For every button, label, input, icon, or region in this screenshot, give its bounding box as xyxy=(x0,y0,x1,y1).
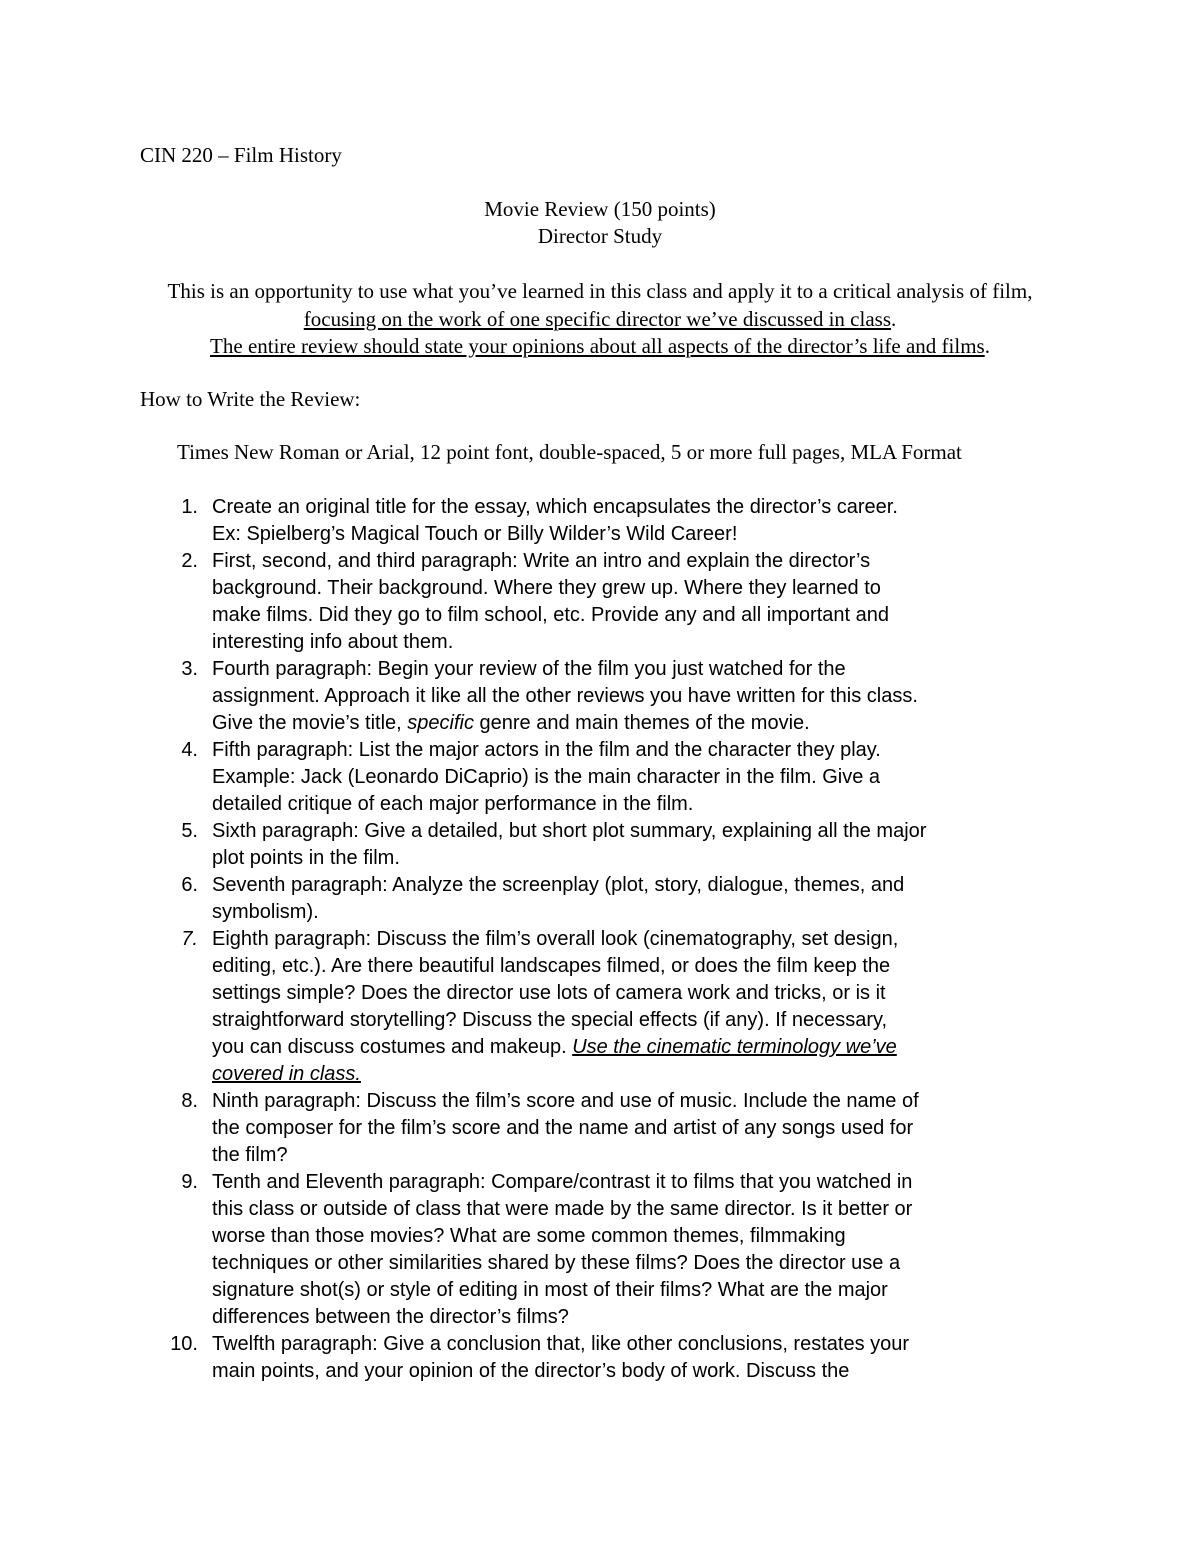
intro-text: This is an opportunity to use what you’ve learned in this class and apply it to a critical analysis of film, xyxy=(167,279,1033,303)
list-item-line: Sixth paragraph: Give a detailed, but short plot summary, explaining all the major xyxy=(212,820,927,842)
list-item-line: straightforward storytelling? Discuss the special effects (if any). If necessary, xyxy=(212,1009,888,1031)
list-item-line: detailed critique of each major performance in the film. xyxy=(212,793,694,815)
list-item-line: plot points in the film. xyxy=(212,847,400,869)
list-item-line: background. Their background. Where they grew up. Where they learned to xyxy=(212,577,881,599)
format-requirements: Times New Roman or Arial, 12 point font, double-spaced, 5 or more full pages, MLA Format xyxy=(177,440,962,464)
list-item xyxy=(140,1169,1080,1331)
intro-underlined-statement: The entire review should state your opinions about all aspects of the director’s life and films xyxy=(210,334,985,358)
list-item-line xyxy=(212,710,1080,737)
list-item xyxy=(140,926,1080,1088)
list-item-line: Seventh paragraph: Analyze the screenplay (plot, story, dialogue, themes, and xyxy=(212,874,905,896)
course-title: CIN 220 – Film History xyxy=(140,143,342,167)
instruction-list xyxy=(140,494,1080,1385)
list-item-text: you can discuss costumes and makeup. xyxy=(212,1036,573,1058)
intro-statement-period: . xyxy=(984,334,990,358)
list-item-number: 7. xyxy=(181,928,198,950)
list-item xyxy=(140,656,1080,737)
list-item-text: genre and main themes of the movie. xyxy=(473,712,810,734)
list-item-line: Ex: Spielberg’s Magical Touch or Billy Wilder’s Wild Career! xyxy=(212,523,738,545)
list-item-line: the composer for the film’s score and the name and artist of any songs used for xyxy=(212,1117,914,1139)
list-item-line: Ninth paragraph: Discuss the film’s score and use of music. Include the name of xyxy=(212,1090,919,1112)
list-item-emphasis-text: covered in class. xyxy=(212,1063,361,1085)
list-item-line: Tenth and Eleventh paragraph: Compare/contrast it to films that you watched in xyxy=(212,1171,913,1193)
list-item-number: 2. xyxy=(181,550,198,572)
list-item xyxy=(140,1088,1080,1169)
list-item-line: make films. Did they go to film school, etc. Provide any and all important and xyxy=(212,604,889,626)
list-item xyxy=(140,548,1080,656)
list-item-line: interesting info about them. xyxy=(212,631,454,653)
list-item xyxy=(140,872,1080,926)
list-item-number: 1. xyxy=(181,496,198,518)
list-item-line: settings simple? Does the director use lots of camera work and tricks, or is it xyxy=(212,982,886,1004)
list-item xyxy=(140,818,1080,872)
intro-paragraph xyxy=(140,278,1060,361)
list-item-text: Give the movie’s title, xyxy=(212,712,408,734)
list-item xyxy=(140,494,1080,548)
intro-underlined-text: focusing on the work of one specific director we’ve discussed in class xyxy=(303,306,891,331)
list-item-line: Eighth paragraph: Discuss the film’s overall look (cinematography, set design, xyxy=(212,928,899,950)
list-item-line: Twelfth paragraph: Give a conclusion that, like other conclusions, restates your xyxy=(212,1333,910,1355)
list-item-line: editing, etc.). Are there beautiful landscapes filmed, or does the film keep the xyxy=(212,955,891,977)
list-item-line: symbolism). xyxy=(212,901,319,923)
list-item-line: this class or outside of class that were made by the same director. Is it better or xyxy=(212,1198,913,1220)
list-item-line: worse than those movies? What are some common themes, filmmaking xyxy=(212,1225,846,1247)
list-item-number: 4. xyxy=(181,739,198,761)
list-item-line: main points, and your opinion of the director’s body of work. Discuss the xyxy=(212,1360,850,1382)
list-item xyxy=(140,1331,1080,1385)
list-item-line: Fourth paragraph: Begin your review of the film you just watched for the xyxy=(212,658,846,680)
list-item-italic-text: specific xyxy=(407,712,474,734)
list-item-number: 3. xyxy=(181,658,198,680)
list-item-number: 8. xyxy=(181,1090,198,1112)
list-item-line xyxy=(212,1034,1080,1061)
list-item-emphasis-text: Use the cinematic terminology we’ve xyxy=(572,1036,897,1058)
section-heading: How to Write the Review: xyxy=(140,387,361,411)
list-item-line: Create an original title for the essay, which encapsulates the director’s career. xyxy=(212,496,898,518)
list-item-line: Fifth paragraph: List the major actors in the film and the character they play. xyxy=(212,739,881,761)
list-item-number: 5. xyxy=(181,820,198,842)
page-subtitle: Director Study xyxy=(537,224,663,248)
list-item-line: assignment. Approach it like all the other reviews you have written for this class. xyxy=(212,685,918,707)
page-title: Movie Review (150 points) xyxy=(484,197,716,221)
list-item-number: 6. xyxy=(181,874,198,896)
list-item-line: techniques or other similarities shared by these films? Does the director use a xyxy=(212,1252,901,1274)
list-item-number: 9. xyxy=(181,1171,198,1193)
list-item xyxy=(140,737,1080,818)
list-item-line: the film? xyxy=(212,1144,288,1166)
list-item-number: 10. xyxy=(170,1333,198,1355)
list-item-line xyxy=(212,1061,1080,1088)
list-item-line: differences between the director’s films? xyxy=(212,1306,569,1328)
list-item-line: First, second, and third paragraph: Write an intro and explain the director’s xyxy=(212,550,871,572)
list-item-line: Example: Jack (Leonardo DiCaprio) is the main character in the film. Give a xyxy=(212,766,881,788)
list-item-line: signature shot(s) or style of editing in most of their films? What are the major xyxy=(212,1279,888,1301)
intro-period: . xyxy=(891,306,897,331)
